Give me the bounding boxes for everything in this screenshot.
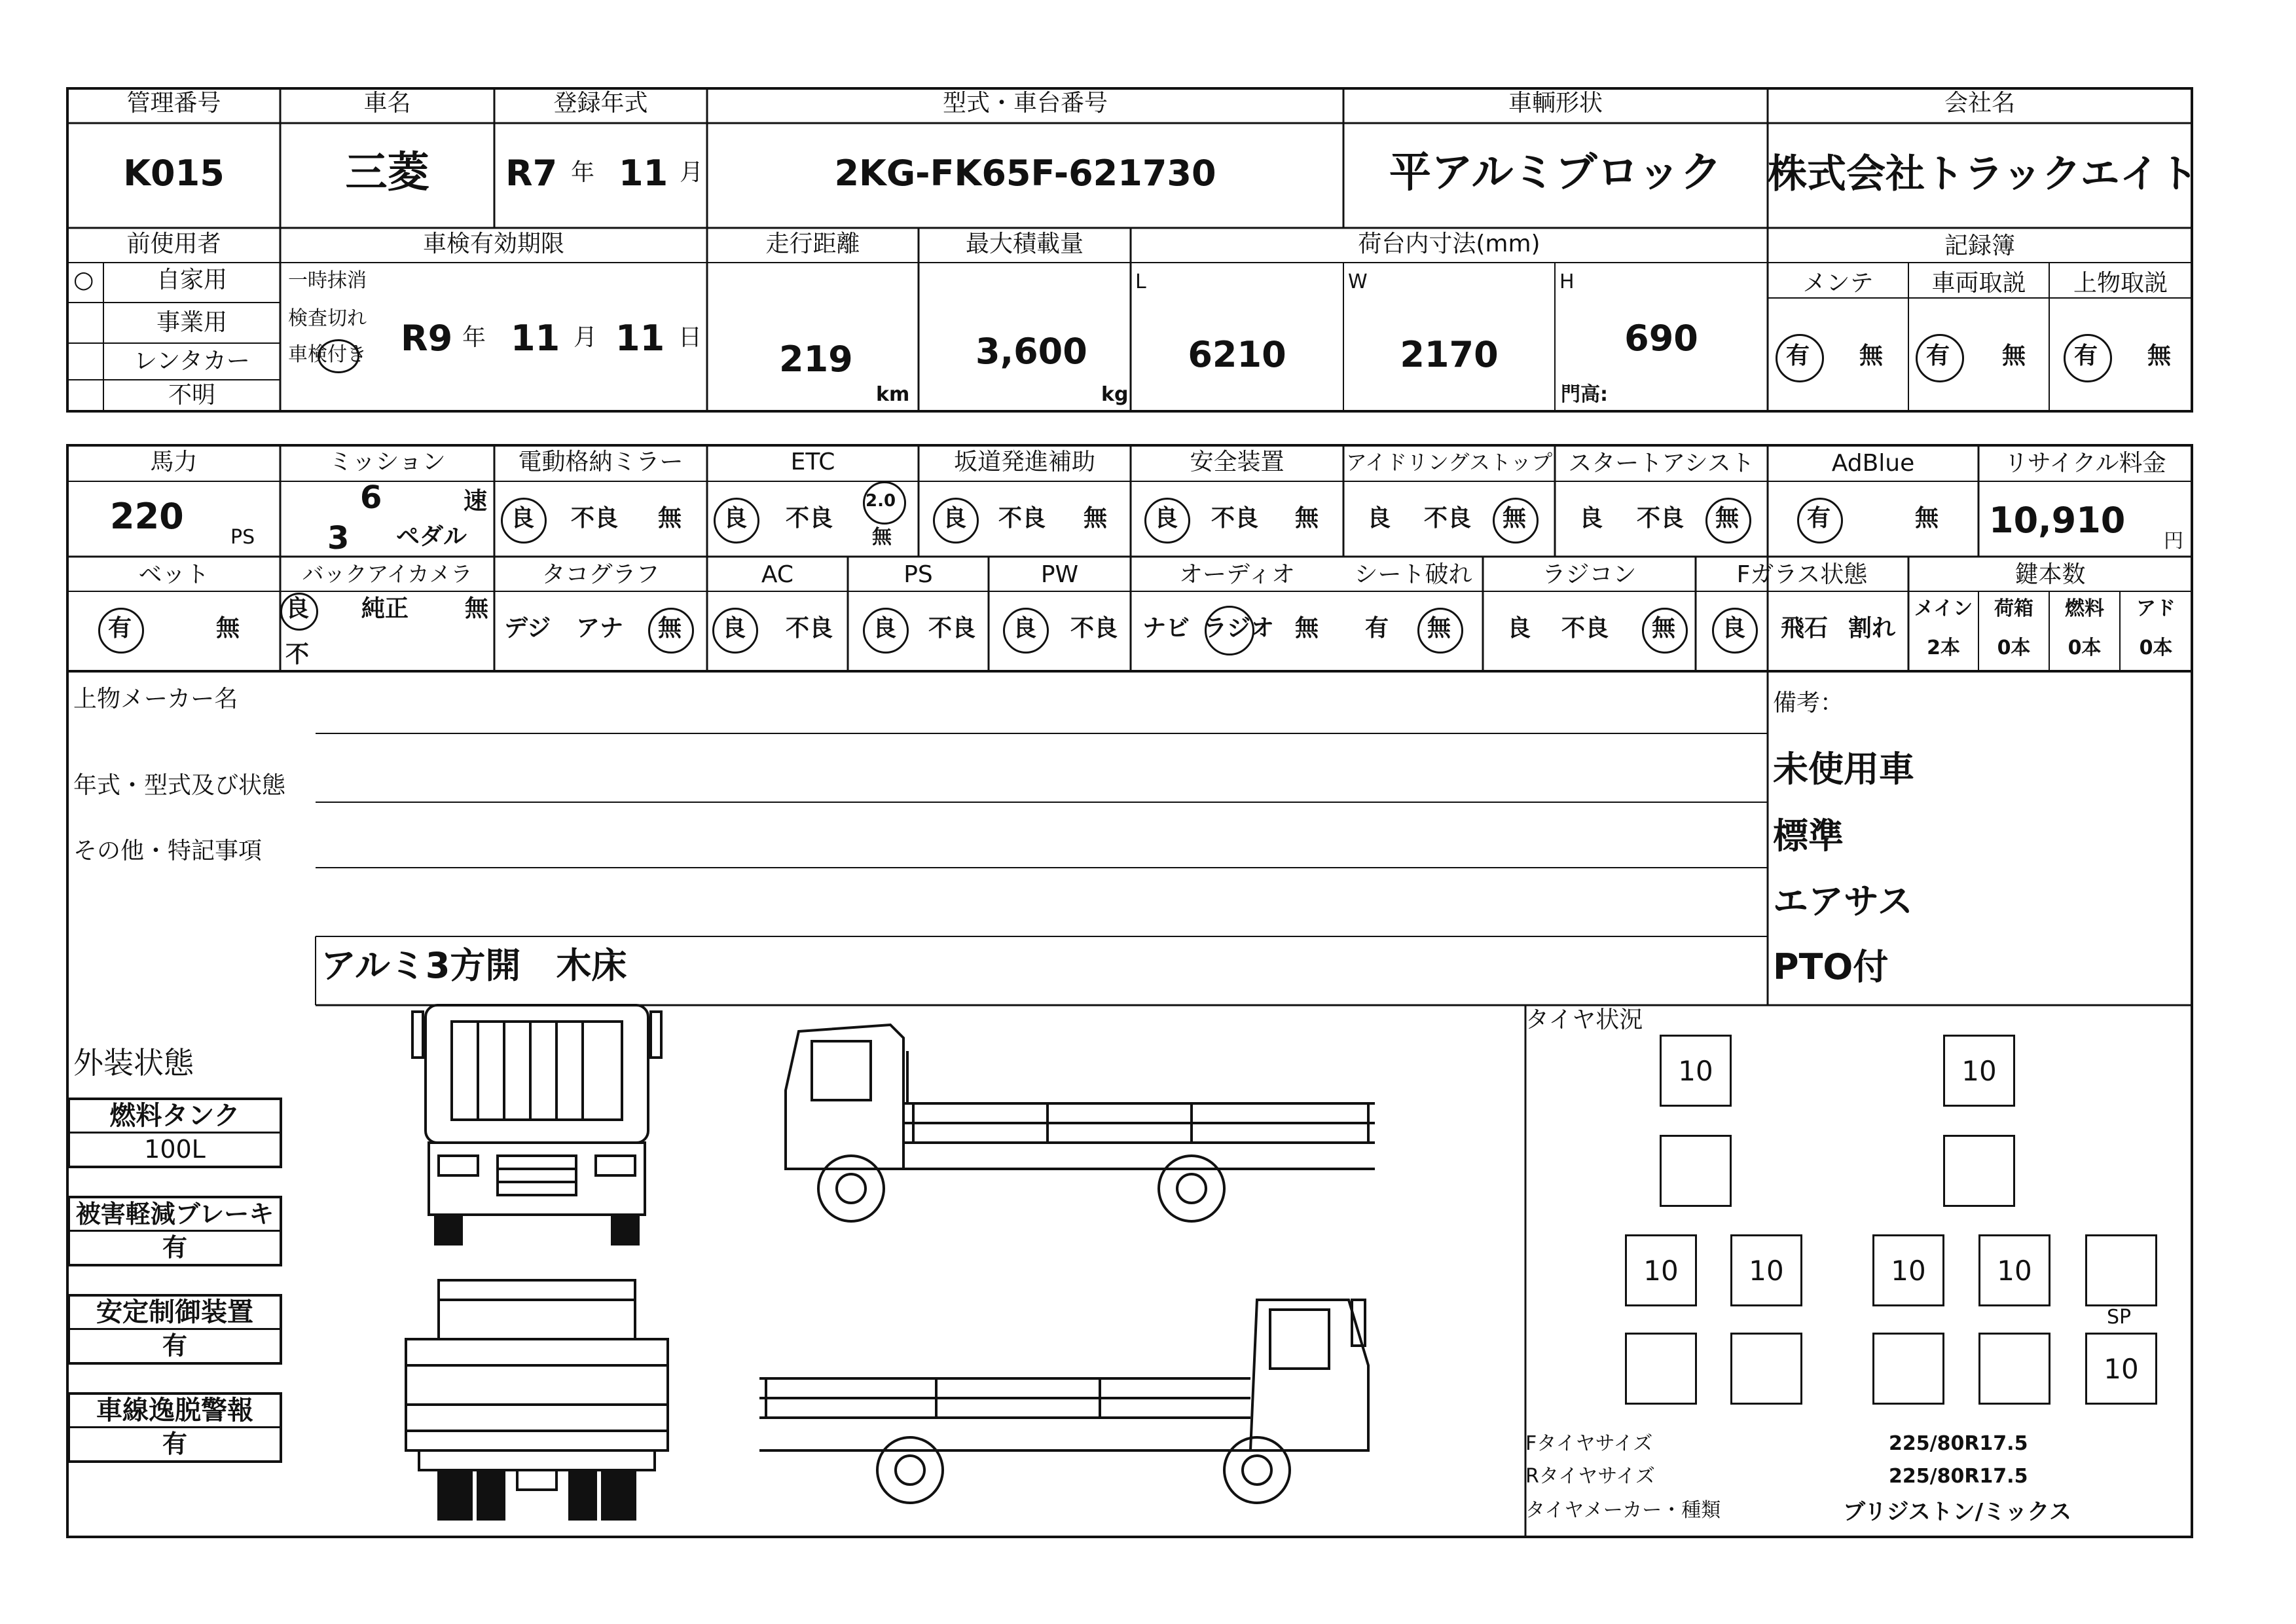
etc-label: ETC [790, 449, 835, 475]
tire-spare: 10 [2085, 1333, 2157, 1405]
ps-label: PS [903, 561, 933, 588]
exterior-lane-box [67, 1392, 282, 1463]
key-box-label: 荷箱 [1994, 597, 2033, 620]
lane-value: 有 [162, 1430, 187, 1458]
insp-month-unit: 月 [574, 324, 598, 351]
max-load: 3,600 [975, 331, 1087, 372]
car-name-label: 車名 [363, 90, 411, 117]
recycle-label: リサイクル料金 [2004, 450, 2166, 477]
tire-front-right: 10 [1943, 1035, 2015, 1107]
tire-rear-outer-left-2 [1625, 1333, 1697, 1405]
prev-user-label: 前使用者 [126, 231, 221, 257]
back-cam-good: 良 [285, 595, 310, 622]
body-manual-label: 上物取説 [2073, 270, 2168, 297]
mirror-label: 電動格納ミラー [518, 449, 683, 475]
adblue-label: AdBlue [1831, 450, 1915, 477]
truck-left-side-view [773, 1012, 1381, 1234]
tire-rear-inner-right-2 [1872, 1333, 1944, 1405]
recycle-fee: 10,910 [1989, 500, 2126, 541]
exterior-brake-box [67, 1196, 282, 1266]
remark-standard: 標準 [1773, 815, 1844, 857]
key-ad-count: 0本 [2139, 637, 2173, 659]
keys-label: 鍵本数 [2014, 561, 2086, 588]
company-label: 会社名 [1944, 90, 2015, 117]
key-fuel-label: 燃料 [2065, 597, 2104, 620]
insp-month: 11 [511, 318, 560, 359]
start-assist-bad: 不良 [1637, 505, 1685, 532]
dim-w-label: W [1348, 270, 1368, 293]
etc-none: 無 [872, 526, 892, 549]
recycle-unit: 円 [2164, 530, 2183, 553]
prev-user-business: 事業用 [156, 309, 227, 336]
audio-navi: ナビ [1142, 615, 1190, 642]
record-label: 記録簿 [1944, 232, 2015, 259]
mission-pedal-unit: ペダル [396, 523, 467, 550]
idling-bad: 不良 [1424, 505, 1472, 532]
remote-bad: 不良 [1561, 615, 1609, 642]
exterior-fuel-box [67, 1098, 282, 1168]
idling-none: 無 [1503, 505, 1527, 532]
prev-user-rental: レンタカー [134, 348, 250, 375]
truck-right-side-view [753, 1261, 1381, 1509]
insp-valid-circle [318, 339, 359, 373]
key-main-label: メイン [1914, 597, 1973, 620]
mileage-label: 走行距離 [765, 231, 860, 257]
remark-pto: PTO付 [1773, 946, 1889, 987]
safety-none: 無 [1295, 505, 1319, 532]
mgmt-no: K015 [123, 153, 225, 194]
reg-month: 11 [619, 153, 668, 194]
key-fuel-count: 0本 [2068, 637, 2102, 659]
tire-title: タイヤ状況 [1525, 1006, 1643, 1033]
tire-front-left-inner [1660, 1135, 1732, 1207]
back-cam-label: バックアイカメラ [302, 561, 473, 587]
remark-air-suspension: エアサス [1773, 881, 1913, 922]
insp-opt-deregistered: 一時抹消 [288, 269, 367, 292]
insp-day: 11 [615, 318, 665, 359]
remark-unused: 未使用車 [1773, 748, 1914, 790]
brake-label: 被害軽減ブレーキ [70, 1198, 280, 1232]
model-number: 2KG-FK65F-621730 [834, 153, 1216, 194]
audio-none: 無 [1295, 615, 1319, 642]
mileage: 219 [779, 339, 853, 380]
r-tire-size: 225/80R17.5 [1889, 1465, 2028, 1488]
prev-user-unknown: 不明 [168, 382, 215, 409]
maint-no: 無 [1859, 342, 1884, 369]
ps-good: 良 [873, 615, 897, 642]
seat-have: 有 [1365, 615, 1389, 642]
tire-extra-slot [2085, 1234, 2157, 1306]
f-tire-size-label: Fタイヤサイズ [1525, 1432, 1653, 1455]
ac-bad: 不良 [786, 615, 833, 642]
tire-maker-label: タイヤメーカー・種類 [1525, 1499, 1721, 1522]
bed-none: 無 [216, 615, 240, 642]
pw-label: PW [1040, 561, 1079, 588]
pw-bad: 不良 [1070, 615, 1118, 642]
stability-label: 安定制御装置 [70, 1297, 280, 1330]
tacho-none: 無 [658, 615, 682, 642]
mirror-bad: 不良 [571, 505, 619, 532]
dim-h: 690 [1624, 318, 1698, 359]
hill-good: 良 [943, 505, 967, 532]
vehicle-manual-yes: 有 [1926, 342, 1950, 369]
ac-label: AC [761, 561, 794, 588]
tire-front-right-inner [1943, 1135, 2015, 1207]
mirror-none: 無 [658, 505, 682, 532]
body-manual-yes: 有 [2074, 342, 2098, 369]
body-manual-no: 無 [2147, 342, 2172, 369]
mirror-good: 良 [511, 505, 535, 532]
reg-label: 登録年式 [553, 90, 648, 117]
mission-speed-unit: 速 [464, 488, 488, 515]
dim-l: 6210 [1188, 334, 1286, 375]
lane-label: 車線逸脱警報 [70, 1395, 280, 1428]
ps-bad: 不良 [928, 615, 976, 642]
start-assist-label: スタートアシスト [1568, 450, 1755, 477]
dim-l-label: L [1135, 270, 1146, 293]
vehicle-shape: 平アルミブロック [1389, 149, 1722, 197]
reg-year-unit: 年 [571, 159, 595, 186]
other-notes-label: その他・特記事項 [73, 838, 263, 864]
bed-label: ベット [138, 561, 210, 588]
ac-good: 良 [722, 615, 746, 642]
etc-good: 良 [723, 505, 748, 532]
safety-good: 良 [1154, 505, 1178, 532]
insp-era: R9 [401, 318, 453, 359]
back-cam-none: 無 [465, 595, 489, 622]
start-assist-good: 良 [1579, 505, 1603, 532]
max-load-unit: kg [1101, 383, 1129, 406]
adblue-have: 有 [1807, 505, 1831, 532]
r-tire-size-label: Rタイヤサイズ [1525, 1465, 1655, 1488]
hill-bad: 不良 [998, 505, 1046, 532]
reg-month-unit: 月 [680, 159, 704, 186]
fuel-tank-label: 燃料タンク [70, 1100, 280, 1134]
seat-label: シート破れ [1354, 561, 1472, 588]
mission-label: ミッション [329, 449, 446, 475]
year-model-label: 年式・型式及び状態 [73, 772, 286, 799]
prev-user-private: 自家用 [156, 267, 227, 293]
tire-rear-outer-right: 10 [1978, 1234, 2050, 1306]
brake-value: 有 [162, 1233, 187, 1262]
start-assist-none: 無 [1715, 505, 1740, 532]
remote-none: 無 [1652, 615, 1676, 642]
maint-yes: 有 [1786, 342, 1810, 369]
spare-label: SP [2107, 1306, 2132, 1329]
tire-rear-outer-left: 10 [1625, 1234, 1697, 1306]
safety-label: 安全装置 [1190, 449, 1285, 475]
insp-year-unit: 年 [462, 324, 486, 351]
gate-height-label: 門高: [1561, 383, 1608, 406]
maint-label: メンテ [1802, 270, 1874, 297]
exterior-stability-box [67, 1294, 282, 1365]
vehicle-manual-no: 無 [2002, 342, 2026, 369]
etc-version: 2.0 [866, 491, 896, 511]
inspection-label: 車検有効期限 [422, 231, 564, 257]
mission-speed: 6 [360, 479, 382, 516]
shape-label: 車輌形状 [1508, 90, 1603, 117]
bed-have: 有 [108, 615, 132, 642]
mission-pedal: 3 [327, 520, 350, 557]
tacho-label: タコグラフ [541, 561, 660, 588]
key-main-count: 2本 [1927, 637, 1960, 659]
prev-user-mark: ○ [73, 267, 94, 293]
tire-rear-inner-left-2 [1730, 1333, 1802, 1405]
tacho-analog: アナ [576, 615, 624, 642]
stability-value: 有 [162, 1331, 187, 1360]
tire-rear-outer-right-2 [1978, 1333, 2050, 1405]
tire-maker: ブリジストン/ミックス [1843, 1499, 2072, 1525]
insp-opt-valid: 車検付き [288, 343, 367, 366]
body-description: アルミ3方開 木床 [321, 945, 627, 986]
idling-good: 良 [1367, 505, 1391, 532]
hill-none: 無 [1084, 505, 1108, 532]
mgmt-no-label: 管理番号 [126, 90, 221, 117]
glass-chip: 飛石 [1781, 615, 1829, 642]
hp-unit: PS [230, 526, 255, 549]
tire-front-left: 10 [1660, 1035, 1732, 1107]
body-maker-label: 上物メーカー名 [73, 686, 238, 712]
remote-good: 良 [1507, 615, 1531, 642]
key-ad-label: アド [2136, 597, 2176, 620]
truck-front-view [399, 999, 674, 1247]
remote-label: ラジコン [1542, 561, 1637, 588]
company-name: 株式会社トラックエイト [1768, 151, 2198, 197]
hp: 220 [110, 496, 184, 537]
dim-w: 2170 [1400, 334, 1499, 375]
fuel-tank-value: 100L [144, 1135, 206, 1164]
audio-label: オーディオ [1178, 561, 1296, 588]
bed-dim-label: 荷台内寸法(mm) [1358, 231, 1540, 257]
back-cam-genuine: 純正 [361, 595, 409, 622]
key-box-count: 0本 [1997, 637, 2031, 659]
idling-label: アイドリングストップ [1345, 450, 1553, 475]
model-label: 型式・車台番号 [942, 90, 1108, 117]
back-cam-bad: 不 [285, 641, 310, 668]
max-load-label: 最大積載量 [965, 231, 1084, 257]
audio-radio: ラジオ [1203, 615, 1275, 642]
etc-bad: 不良 [786, 505, 833, 532]
tire-rear-inner-right: 10 [1872, 1234, 1944, 1306]
glass-crack: 割れ [1848, 615, 1896, 642]
seat-none: 無 [1427, 615, 1451, 642]
vehicle-manual-label: 車両取説 [1931, 270, 2026, 297]
reg-era: R7 [505, 153, 558, 194]
tire-rear-inner-left: 10 [1730, 1234, 1802, 1306]
exterior-title: 外装状態 [73, 1045, 194, 1080]
truck-rear-view [399, 1274, 674, 1522]
adblue-none: 無 [1915, 505, 1939, 532]
dim-h-label: H [1559, 270, 1575, 293]
remarks-label: 備考： [1773, 690, 1844, 716]
hp-label: 馬力 [150, 449, 198, 475]
pw-good: 良 [1013, 615, 1037, 642]
car-name: 三菱 [345, 149, 429, 197]
mileage-unit: km [876, 383, 910, 406]
f-tire-size: 225/80R17.5 [1889, 1432, 2028, 1455]
hill-label: 坂道発進補助 [953, 449, 1095, 475]
tacho-digital: デジ [504, 615, 551, 642]
glass-label: Fガラス状態 [1736, 561, 1868, 588]
safety-bad: 不良 [1211, 505, 1259, 532]
insp-day-unit: 日 [678, 324, 702, 351]
insp-opt-expired: 検査切れ [288, 307, 367, 330]
glass-good: 良 [1722, 615, 1746, 642]
